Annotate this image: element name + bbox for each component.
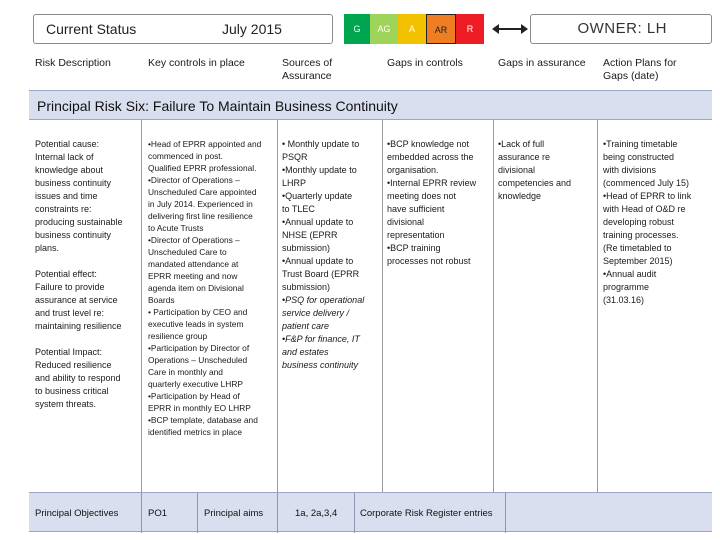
- impact-line: to business critical: [35, 386, 109, 396]
- gap-control-line: have sufficient: [387, 204, 445, 214]
- control-line: commenced in post.: [148, 151, 223, 161]
- assurance-line-italic: service delivery /: [282, 308, 350, 318]
- control-line: executive leads in system: [148, 319, 244, 329]
- control-line: agenda item on Divisional: [148, 283, 244, 293]
- column-divider: [493, 120, 494, 492]
- footer-divider: [141, 493, 142, 533]
- assurance-line-italic: and estates: [282, 347, 329, 357]
- action-line: training processes.: [603, 230, 679, 240]
- effect-line: Failure to provide: [35, 282, 105, 292]
- rag-green: G: [344, 14, 370, 44]
- risk-title: Principal Risk Six: Failure To Maintain Business Continuity: [37, 98, 398, 114]
- gap-control-line: processes not robust: [387, 256, 471, 266]
- gaps-in-assurance-cell: [498, 138, 596, 203]
- control-line: Unscheduled Care appointed: [148, 187, 257, 197]
- cause-line: producing sustainable: [35, 217, 123, 227]
- action-line: •Training timetable: [603, 139, 678, 149]
- control-line: delivering first line resilience: [148, 211, 253, 221]
- header-gaps-in-controls: Gaps in controls: [387, 57, 463, 69]
- key-controls-cell: [148, 138, 276, 438]
- gaps-in-controls-cell: [387, 138, 492, 268]
- gap-control-line: embedded across the: [387, 152, 474, 162]
- cause-line: Internal lack of: [35, 152, 94, 162]
- risk-title-bar: [29, 90, 712, 120]
- effect-line: maintaining resilience: [35, 321, 122, 331]
- action-line: (Re timetabled to: [603, 243, 672, 253]
- action-line: (commenced July 15): [603, 178, 690, 188]
- action-line: programme: [603, 282, 650, 292]
- control-line: Qualified EPRR professional.: [148, 163, 257, 173]
- status-date: July 2015: [222, 21, 282, 37]
- header-sources-of-assurance: Sources of Assurance: [282, 57, 333, 82]
- owner-label: OWNER: LH: [577, 20, 667, 37]
- control-line: quarterly executive LHRP: [148, 379, 243, 389]
- cause-line: issues and time: [35, 191, 98, 201]
- assurance-line-italic: business continuity: [282, 360, 359, 370]
- assurance-line-italic: •PSQ for operational: [282, 295, 365, 305]
- header-risk-description: Risk Description: [35, 57, 111, 69]
- control-line: •BCP template, database and: [148, 415, 258, 425]
- gap-control-line: •Internal EPRR review: [387, 178, 477, 188]
- control-line: EPRR meeting and now: [148, 271, 238, 281]
- gap-control-line: meeting does not: [387, 191, 457, 201]
- gap-assurance-line: knowledge: [498, 191, 542, 201]
- risk-description-cell: [35, 138, 139, 411]
- column-header-row: [29, 54, 712, 90]
- double-arrow-icon: [492, 18, 528, 40]
- footer-divider: [354, 493, 355, 533]
- action-plans-cell: [603, 138, 711, 307]
- cause-line: business continuity: [35, 230, 112, 240]
- action-line: with divisions: [603, 165, 657, 175]
- action-line: developing robust: [603, 217, 675, 227]
- assurance-line: submission): [282, 282, 331, 292]
- control-line: •Participation by Director of: [148, 343, 250, 353]
- assurance-line: submission): [282, 243, 331, 253]
- effect-line: assurance at service: [35, 295, 118, 305]
- control-line: in July 2014. Experienced in: [148, 199, 253, 209]
- effect-line: Potential effect:: [35, 269, 97, 279]
- impact-line: Reduced resilience: [35, 360, 112, 370]
- header-key-controls: Key controls in place: [148, 57, 245, 69]
- footer-register-entries: Corporate Risk Register entries: [360, 508, 493, 519]
- action-line: •Head of EPRR to link: [603, 191, 692, 201]
- footer-principal-aims: Principal aims: [204, 508, 264, 519]
- column-divider: [141, 120, 142, 492]
- assurance-line: •Quarterly update: [282, 191, 353, 201]
- control-line: Care in monthly and: [148, 367, 223, 377]
- impact-line: and ability to respond: [35, 373, 121, 383]
- footer-divider: [197, 493, 198, 533]
- effect-line: and trust level re:: [35, 308, 105, 318]
- cause-line: Potential cause:: [35, 139, 100, 149]
- control-line: Unscheduled Care to: [148, 247, 227, 257]
- gap-control-line: organisation.: [387, 165, 439, 175]
- column-divider: [382, 120, 383, 492]
- action-line: •Annual audit: [603, 269, 657, 279]
- rag-amber-red: AR: [426, 14, 456, 44]
- control-line: Boards: [148, 295, 175, 305]
- footer-principal-objectives: Principal Objectives: [35, 508, 119, 519]
- control-line: resilience group: [148, 331, 208, 341]
- gap-assurance-line: competencies and: [498, 178, 572, 188]
- rag-amber-green: AG: [370, 14, 398, 44]
- gap-assurance-line: divisional: [498, 165, 536, 175]
- gap-control-line: •BCP training: [387, 243, 441, 253]
- impact-line: system threats.: [35, 399, 97, 409]
- control-line: • Participation by CEO and: [148, 307, 248, 317]
- footer-band: [29, 492, 712, 532]
- assurance-line: NHSE (EPRR: [282, 230, 338, 240]
- assurance-line: •Monthly update to: [282, 165, 357, 175]
- cause-line: knowledge about: [35, 165, 104, 175]
- footer-divider: [505, 493, 506, 533]
- control-line: EPRR in monthly EO LHRP: [148, 403, 251, 413]
- control-line: •Director of Operations –: [148, 175, 240, 185]
- assurance-line: Trust Board (EPRR: [282, 269, 360, 279]
- action-line: (31.03.16): [603, 295, 645, 305]
- impact-line: Potential Impact:: [35, 347, 103, 357]
- header-action-plans: Action Plans for Gaps (date): [603, 57, 677, 82]
- cause-line: constraints re:: [35, 204, 92, 214]
- gap-control-line: divisional: [387, 217, 425, 227]
- assurance-line-italic: •F&P for finance, IT: [282, 334, 360, 344]
- gap-assurance-line: assurance re: [498, 152, 551, 162]
- gap-control-line: •BCP knowledge not: [387, 139, 470, 149]
- gap-control-line: representation: [387, 230, 445, 240]
- cause-line: plans.: [35, 243, 60, 253]
- control-line: •Participation by Head of: [148, 391, 240, 401]
- assurance-line-italic: patient care: [282, 321, 330, 331]
- action-line: with Head of O&D re: [603, 204, 686, 214]
- assurance-line: • Monthly update to: [282, 139, 360, 149]
- footer-po1: PO1: [148, 508, 168, 519]
- assurance-line: •Annual update to: [282, 256, 354, 266]
- column-divider: [597, 120, 598, 492]
- owner-box: [530, 14, 712, 44]
- rag-red: R: [456, 14, 484, 44]
- sources-of-assurance-cell: [282, 138, 381, 372]
- column-divider: [277, 120, 278, 492]
- action-line: being constructed: [603, 152, 675, 162]
- assurance-line: to TLEC: [282, 204, 315, 214]
- assurance-line: •Annual update to: [282, 217, 354, 227]
- assurance-line: LHRP: [282, 178, 307, 188]
- header-gaps-in-assurance: Gaps in assurance: [498, 57, 586, 69]
- current-status-box: [33, 14, 333, 44]
- action-line: September 2015): [603, 256, 673, 266]
- control-line: identified metrics in place: [148, 427, 243, 437]
- rag-amber: A: [398, 14, 426, 44]
- footer-aims-value: 1a, 2a,3,4: [295, 508, 338, 519]
- current-status-label: Current Status: [46, 21, 137, 37]
- control-line: mandated attendance at: [148, 259, 239, 269]
- control-line: to Acute Trusts: [148, 223, 204, 233]
- footer-divider: [277, 493, 278, 533]
- control-line: Operations – Unscheduled: [148, 355, 248, 365]
- cause-line: business continuity: [35, 178, 112, 188]
- gap-assurance-line: •Lack of full: [498, 139, 545, 149]
- assurance-line: PSQR: [282, 152, 308, 162]
- control-line: •Director of Operations –: [148, 235, 240, 245]
- control-line: •Head of EPRR appointed and: [148, 139, 262, 149]
